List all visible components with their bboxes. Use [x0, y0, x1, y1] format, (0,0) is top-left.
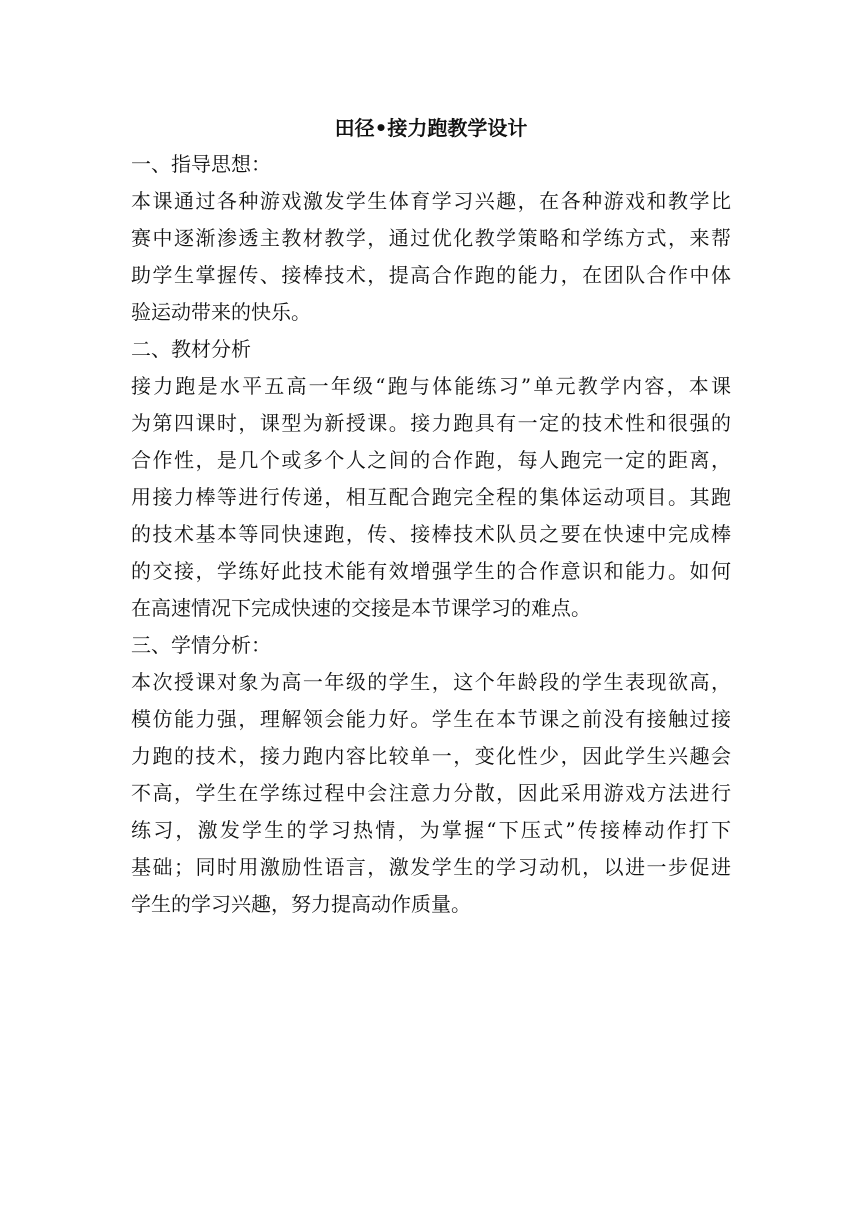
paragraph-line: 为第四课时，课型为新授课。接力跑具有一定的技术性和很强的 — [131, 411, 731, 435]
paragraph-line: 练习，激发学生的学习热情，为掌握“下压式”传接棒动作打下 — [131, 818, 731, 842]
section-heading: 一、指导思想： — [131, 152, 271, 176]
paragraph-line: 用接力棒等进行传递，相互配合跑完全程的集体运动项目。其跑 — [131, 485, 731, 509]
paragraph-line: 的交接，学练好此技术能有效增强学生的合作意识和能力。如何 — [131, 559, 731, 583]
section-paragraph — [131, 183, 731, 331]
paragraph-line: 助学生掌握传、接棒技术，提高合作跑的能力，在团队合作中体 — [131, 263, 731, 287]
section-material-analysis — [131, 331, 731, 627]
document-content — [131, 110, 731, 923]
paragraph-line: 合作性，是几个或多个人之间的合作跑，每人跑完一定的距离， — [131, 448, 731, 472]
paragraph-line: 赛中逐渐渗透主教材教学，通过优化教学策略和学练方式，来帮 — [131, 226, 731, 250]
document-title: 田径•接力跑教学设计 — [334, 116, 528, 140]
section-paragraph — [131, 368, 731, 627]
section-guiding-ideology — [131, 146, 731, 331]
paragraph-line: 不高，学生在学练过程中会注意力分散，因此采用游戏方法进行 — [131, 781, 731, 805]
paragraph-line: 的技术基本等同快速跑，传、接棒技术队员之要在快速中完成棒 — [131, 522, 731, 546]
paragraph-line: 力跑的技术，接力跑内容比较单一，变化性少，因此学生兴趣会 — [131, 744, 731, 768]
paragraph-line: 接力跑是水平五高一年级“跑与体能练习”单元教学内容，本课 — [131, 374, 731, 398]
section-heading: 三、学情分析： — [131, 633, 271, 657]
paragraph-line: 模仿能力强，理解领会能力好。学生在本节课之前没有接触过接 — [131, 707, 731, 731]
paragraph-line: 在高速情况下完成快速的交接是本节课学习的难点。 — [131, 596, 591, 620]
paragraph-line: 本课通过各种游戏激发学生体育学习兴趣，在各种游戏和教学比 — [131, 189, 731, 213]
paragraph-line: 学生的学习兴趣，努力提高动作质量。 — [131, 892, 471, 916]
section-student-analysis — [131, 627, 731, 923]
section-paragraph — [131, 664, 731, 923]
section-heading: 二、教材分析 — [131, 337, 251, 361]
paragraph-line: 基础；同时用激励性语言，激发学生的学习动机，以进一步促进 — [131, 855, 731, 879]
paragraph-line: 验运动带来的快乐。 — [131, 300, 311, 324]
paragraph-line: 本次授课对象为高一年级的学生，这个年龄段的学生表现欲高， — [131, 670, 731, 694]
